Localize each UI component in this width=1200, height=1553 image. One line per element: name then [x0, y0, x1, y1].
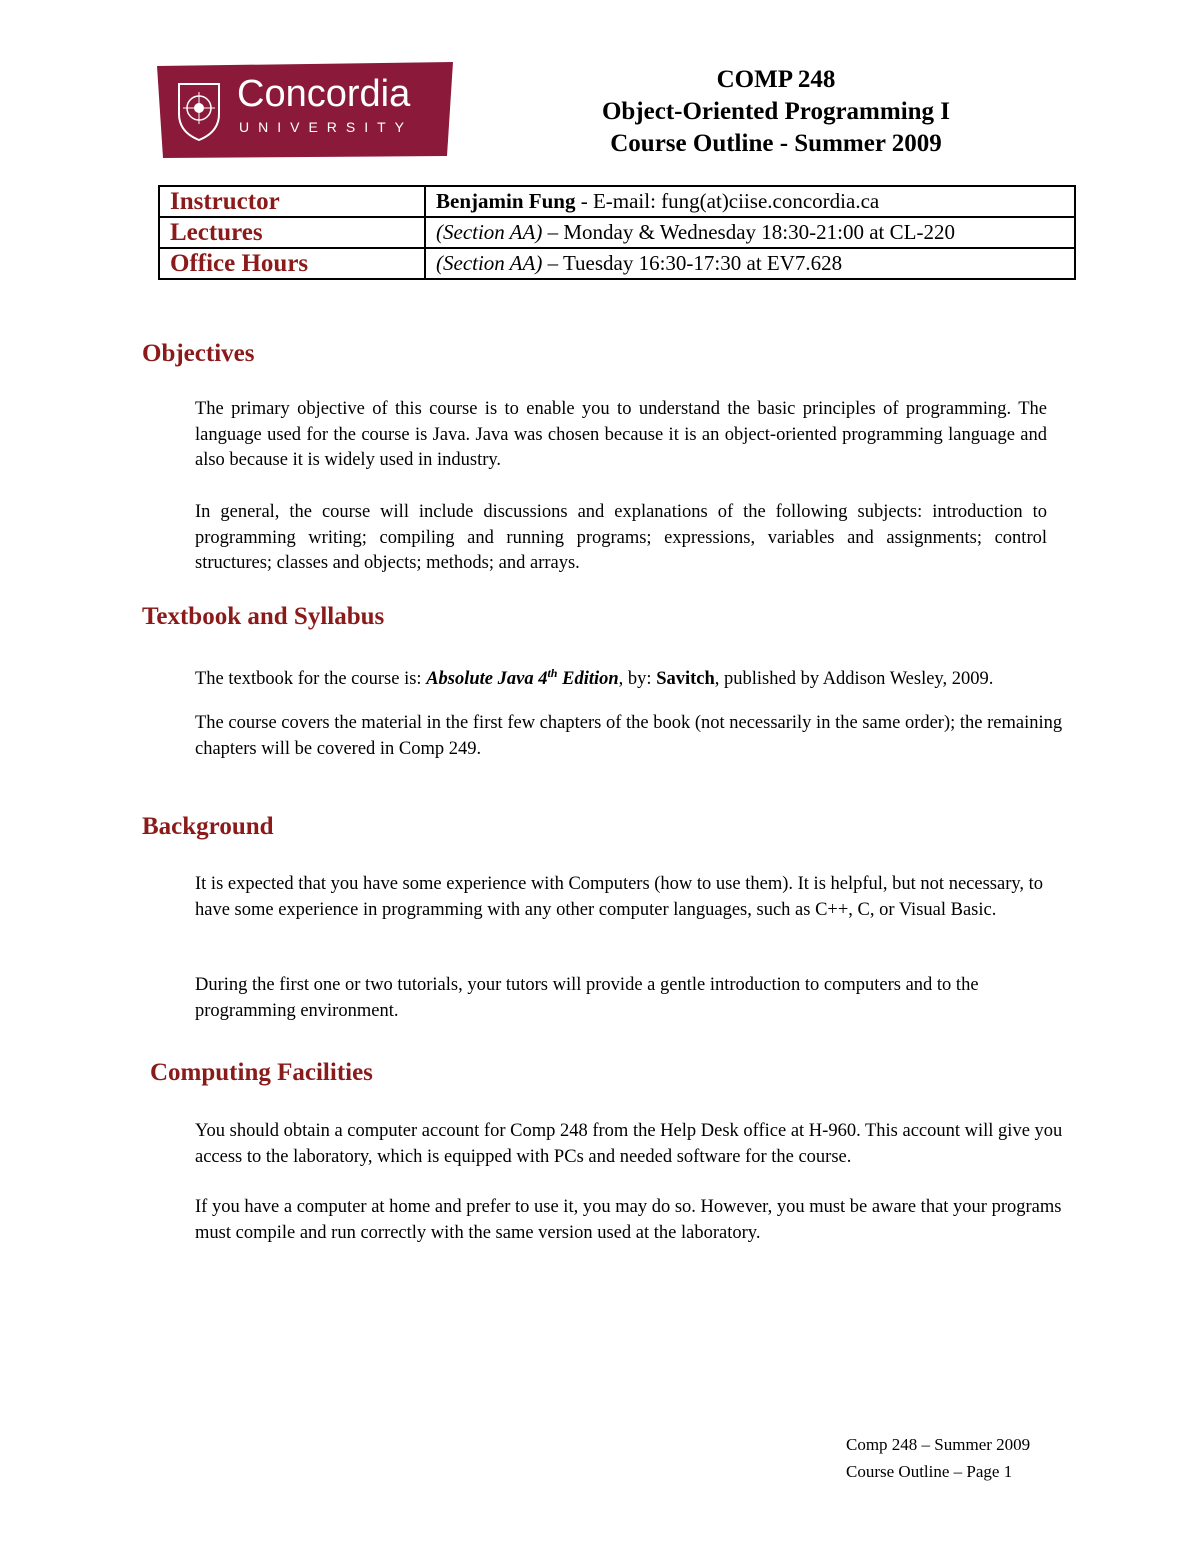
objectives-paragraph-2: In general, the course will include discussions and explanations of the following subjects: introduction to programming writing; compiling and running programs; expressions, variables and assignments; control structures; classes and objects; methods; and arrays.	[195, 502, 1047, 573]
textbook-publisher: , published by Addison Wesley, 2009.	[714, 669, 994, 690]
course-header	[560, 64, 992, 160]
textbook-edition: Edition	[557, 669, 619, 690]
instructor-value	[425, 186, 1075, 217]
lectures-schedule: – Monday & Wednesday 18:30-21:00 at CL-220	[542, 220, 955, 244]
lectures-section: (Section AA)	[436, 220, 543, 244]
textbook-intro: The textbook for the course is:	[195, 669, 427, 690]
concordia-logo	[157, 62, 455, 158]
textbook-paragraph-2: The course covers the material in the first few chapters of the book (not necessarily in the same order); the remaining chapters will be covered in Comp 249.	[195, 713, 1063, 759]
office-hours-row	[159, 248, 1075, 279]
textbook-title: Absolute Java 4	[426, 669, 548, 690]
office-hours-label: Office Hours	[159, 248, 425, 279]
textbook-by: , by:	[618, 669, 657, 690]
instructor-row	[159, 186, 1075, 217]
background-paragraph-2: During the first one or two tutorials, your tutors will provide a gentle introduction to computers and to the programming environment.	[195, 975, 979, 1021]
footer-page: Course Outline – Page 1	[846, 1462, 1013, 1481]
course-code: COMP 248	[716, 66, 836, 93]
logo-wordmark: Concordia	[237, 73, 411, 115]
computing-heading: Computing Facilities	[150, 1059, 373, 1086]
textbook-author: Savitch	[656, 669, 715, 690]
lectures-value	[425, 217, 1075, 248]
textbook-paragraph-1	[195, 661, 1085, 693]
footer-course: Comp 248 – Summer 2009	[846, 1435, 1031, 1454]
instructor-label: Instructor	[159, 186, 425, 217]
instructor-email: - E-mail: fung(at)ciise.concordia.ca	[575, 189, 880, 213]
office-hours-section: (Section AA)	[436, 251, 543, 275]
lectures-label: Lectures	[159, 217, 425, 248]
course-subtitle: Course Outline - Summer 2009	[610, 130, 942, 157]
background-paragraph-1: It is expected that you have some experience with Computers (how to use them). It is helpful, but not necessary, to have some experience in programming with any other computer languages, such as C++, C, or Visual Basic.	[195, 874, 1044, 920]
textbook-edition-suffix: th	[547, 666, 558, 680]
logo-subtitle: UNIVERSITY	[239, 119, 414, 135]
computing-paragraph-1: You should obtain a computer account for Comp 248 from the Help Desk office at H-960. This account will give you access to the laboratory, which is equipped with PCs and needed software for the course.	[195, 1121, 1063, 1167]
course-info-table	[158, 185, 1076, 280]
background-heading: Background	[142, 813, 274, 840]
course-title: Object-Oriented Programming I	[601, 98, 951, 125]
instructor-name: Benjamin Fung	[436, 189, 576, 213]
concordia-logo-graphic	[157, 62, 455, 158]
lectures-row	[159, 217, 1075, 248]
textbook-heading: Textbook and Syllabus	[142, 603, 385, 630]
objectives-heading: Objectives	[142, 340, 255, 367]
page-footer	[846, 1431, 1030, 1485]
computing-paragraph-2: If you have a computer at home and prefer to use it, you may do so. However, you must be aware that your programs must compile and run correctly with the same version used at the laboratory.	[195, 1197, 1062, 1243]
objectives-paragraph-1: The primary objective of this course is to enable you to understand the basic principles of programming. The language used for the course is Java. Java was chosen because it is an object-oriented programming language and also because it is widely used in industry.	[195, 399, 1047, 470]
office-hours-schedule: – Tuesday 16:30-17:30 at EV7.628	[542, 251, 843, 275]
office-hours-value	[425, 248, 1075, 279]
